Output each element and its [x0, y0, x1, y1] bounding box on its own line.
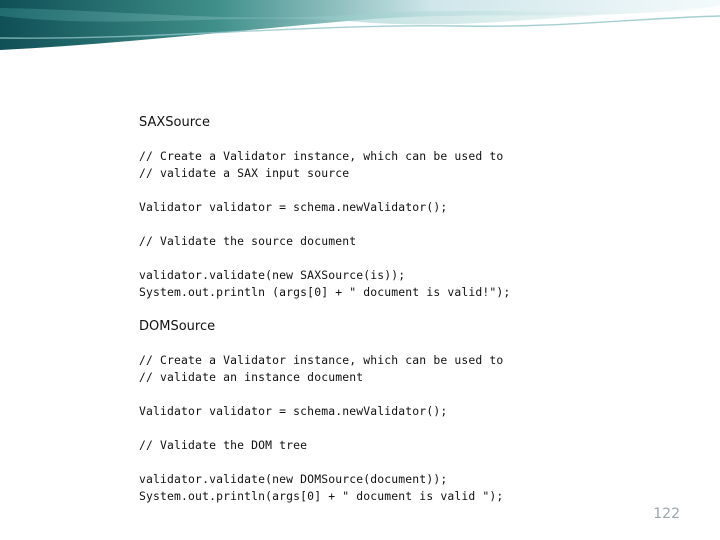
code-content	[139, 114, 699, 505]
code-line: System.out.println(args[0] + " document is valid ");	[139, 489, 504, 503]
blank-line	[139, 131, 699, 148]
code-line: // validate a SAX input source	[139, 166, 350, 180]
blank-line	[139, 182, 699, 199]
code-line: validator.validate(new SAXSource(is));	[139, 268, 406, 282]
blank-line	[139, 386, 699, 403]
code-line: // Create a Validator instance, which can be used to	[139, 353, 504, 367]
code-line: // validate an instance document	[139, 370, 364, 384]
code-line: Validator validator = schema.newValidator();	[139, 404, 448, 418]
blank-line	[139, 420, 699, 437]
code-line: validator.validate(new DOMSource(document));	[139, 472, 448, 486]
code-line: // Create a Validator instance, which can be used to	[139, 149, 504, 163]
decorative-wave-banner	[0, 0, 720, 60]
code-line: System.out.println (args[0] + " document is valid!");	[139, 285, 511, 299]
blank-line	[139, 301, 699, 318]
blank-line	[139, 216, 699, 233]
page-number: 122	[653, 506, 680, 522]
blank-line	[139, 335, 699, 352]
code-line: // Validate the source document	[139, 234, 357, 248]
sax-heading: SAXSource	[139, 115, 210, 130]
dom-heading: DOMSource	[139, 319, 216, 334]
blank-line	[139, 250, 699, 267]
code-line: Validator validator = schema.newValidator();	[139, 200, 448, 214]
code-line: // Validate the DOM tree	[139, 438, 308, 452]
blank-line	[139, 454, 699, 471]
